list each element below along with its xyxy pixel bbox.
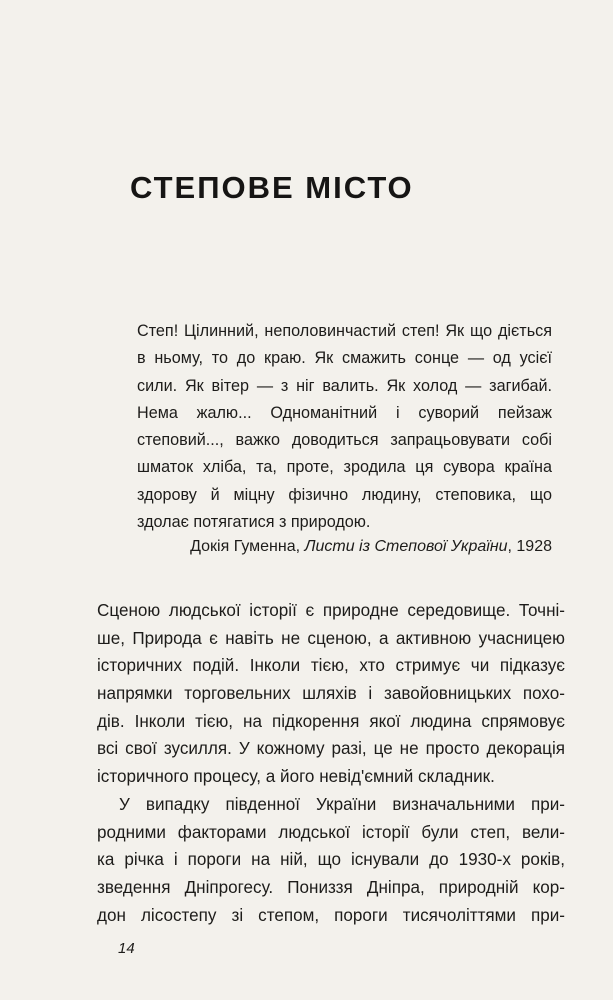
epigraph-attribution <box>137 538 552 556</box>
page-number: 14 <box>118 940 135 957</box>
body-line: ше, Природа є навіть не сценою, а активною учасницею <box>97 628 565 648</box>
body-line: У випадку південної України визначальними при- <box>119 794 565 814</box>
body-line: зведення Дніпрогесу. Пониззя Дніпра, природній кор- <box>97 877 565 897</box>
body-line: Сценою людської історії є природне середовище. Точні- <box>97 601 565 620</box>
body-line: родними факторами людської історії були степ, вели- <box>97 822 565 842</box>
epigraph <box>137 318 552 536</box>
body-line: дів. Інколи тією, на підкорення якої людина спрямовує <box>97 711 565 731</box>
body-line: напрямки торговельних шляхів і завойовницьких похо- <box>97 684 565 704</box>
body-line: історичних подій. Інколи тією, хто стримує чи підказує <box>97 656 565 676</box>
body-line: історичного процесу, а його невід'ємний складник. <box>97 767 495 787</box>
epigraph-text: Степ! Цілинний, неполовинчастий степ! Як що діється в ньому, то до краю. Як смажить сонце — од усієї сили. Як вітер — з ніг валить. Як холод — загибай. Нема жалю... Одноманітний і суворий пейзаж степовий..., важко доводиться запрацьовувати собі шматок хліба, та, проте, зродила ця сувора країна здорову й міцну фізично людину, степовика, що здолає потягатися з природою. <box>137 322 552 532</box>
body-line: дон лісостепу зі степом, пороги тисячоліттями при- <box>97 905 565 925</box>
body-line: ка річка і пороги на ній, що існували до 1930-х років, <box>97 850 565 870</box>
body-text <box>97 597 565 929</box>
epigraph-year: , 1928 <box>507 538 552 555</box>
epigraph-author: Докія Гуменна, <box>190 538 305 555</box>
chapter-title: СТЕПОВЕ МІСТО <box>130 170 414 205</box>
body-line: всі свої зусилля. У кожному разі, це не просто декорація <box>97 739 565 759</box>
epigraph-work-title: Листи із Степової України <box>304 538 508 555</box>
